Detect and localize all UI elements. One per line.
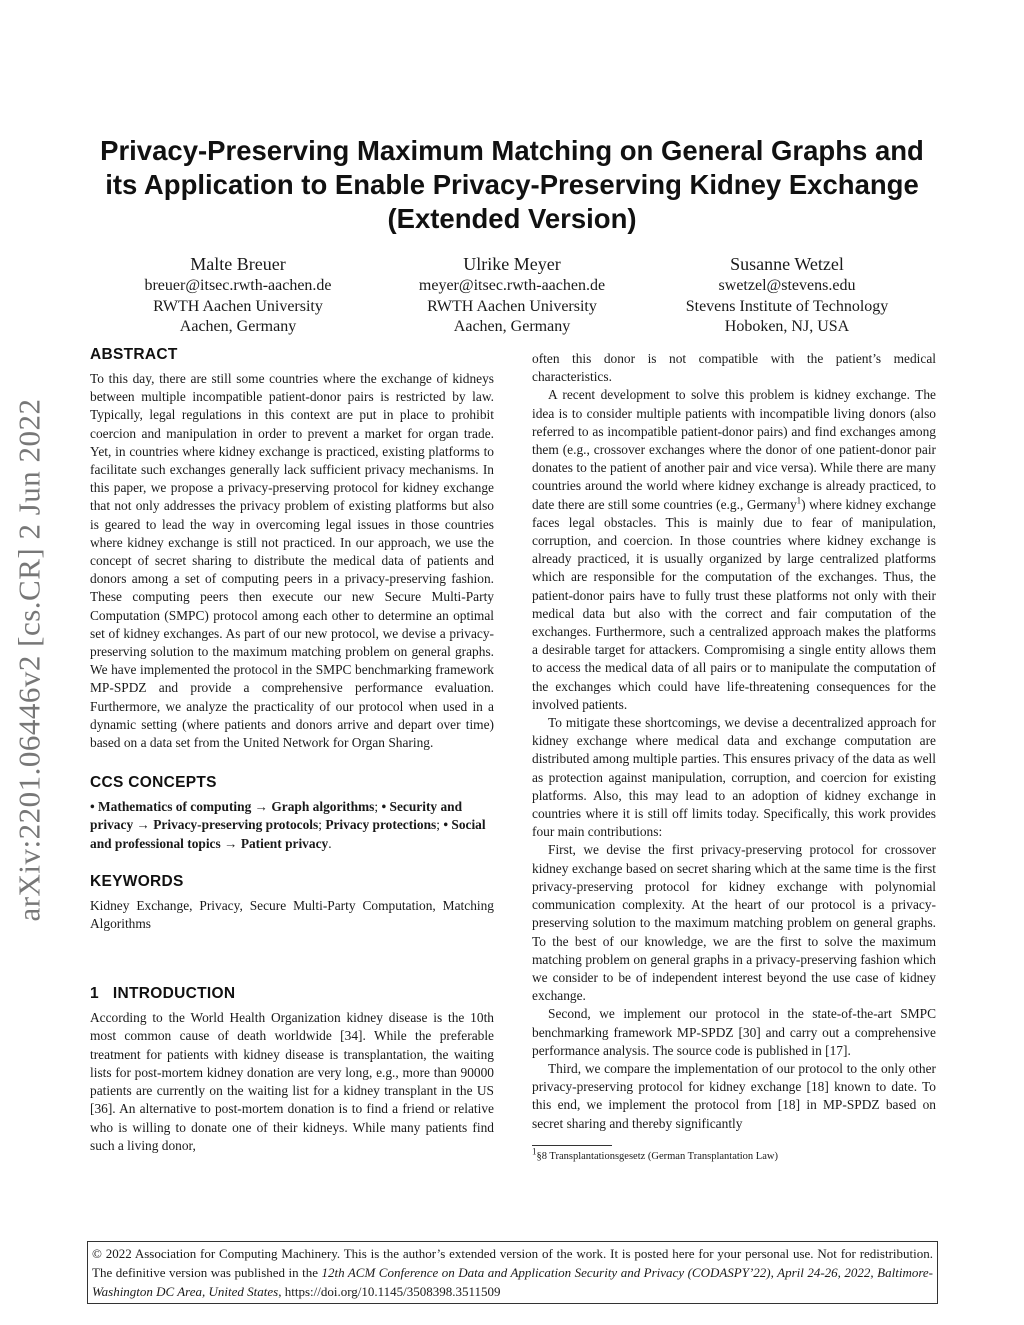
keywords-text: Kidney Exchange, Privacy, Secure Multi-Party Computation, Matching Algorithms (90, 897, 494, 932)
section-number: 1 (90, 985, 99, 1003)
author-email: meyer@itsec.rwth-aachen.de (418, 277, 606, 294)
copyright-doi[interactable]: , https://doi.org/10.1145/3508398.3511509 (278, 1284, 501, 1299)
keywords-heading: KEYWORDS (90, 872, 184, 890)
ccs-term: • Social and professional topics (90, 817, 486, 851)
abstract-text: To this day, there are still some countries where the exchange of kidneys between multiple incompatible patient-donor pairs is restricted by law. Typically, legal regulations in this context are put in place to prohibit coercion and manipulation in order to prevent a market for organ trade. Yet, in countries where kidney exchange is practiced, existing platforms to facilitate such exchanges generally lack sufficient privacy mechanisms. In this paper, we propose a privacy-preserving protocol for kidney exchange that not only addresses the privacy problem of existing platforms but also is geared to lead the way in overcoming legal issues in those countries where kidney exchange is still not practiced. In our approach, we use the concept of secret sharing to distribute the medical data of patients and donors among a set of computing peers in a privacy-preserving fashion. These computing peers then execute our new Secure Multi-Party Computation (SMPC) protocol among each other to determine an optimal set of kidney exchanges. As part of our new protocol, we devise a privacy-preserving solution to the maximum matching problem on general graphs. We have implemented the protocol in the SMPC benchmarking framework MP-SPDZ and provide a comprehensive performance evaluation. Furthermore, we analyze the practicality of our protocol when used in a dynamic setting (where patients and donors arrive and depart over time) based on a data set from the United Network for Organ Sharing. (90, 371, 494, 751)
author-affiliation: RWTH Aachen University (153, 297, 323, 315)
ccs-separator: ; (318, 817, 326, 833)
ccs-term: Patient privacy (240, 835, 329, 851)
ccs-term: Privacy protections (325, 817, 437, 833)
ccs-term: Privacy-preserving protocols (153, 817, 319, 833)
introduction-heading (90, 985, 494, 1003)
abstract-heading: ABSTRACT (90, 346, 178, 363)
ccs-term: • Security and privacy (90, 799, 463, 833)
footnote-divider (532, 1145, 612, 1146)
intro-paragraph-5: Second, we implement our protocol in the state-of-the-art SMPC benchmarking framework MP-SPDZ [30] and carry out a comprehensive performance analysis. The source code is published in [17]. (532, 1006, 936, 1058)
arxiv-id: arXiv:2201.06446v2 [cs.CR] 2 Jun 2022 (12, 398, 47, 922)
author-name: Susanne Wetzel (730, 254, 844, 274)
copyright-box (87, 1241, 938, 1304)
ccs-term: • Mathematics of computing (90, 799, 252, 815)
author-affiliation: Stevens Institute of Technology (685, 297, 889, 315)
author-name: Malte Breuer (190, 254, 286, 274)
ccs-text (90, 798, 494, 853)
author-location: Aachen, Germany (453, 318, 571, 335)
intro-paragraph-2b: ) where kidney exchange faces legal obstacles. This is mainly due to fear of manipulation, corruption, and coercion. In those countries where kidney exchange is already practiced, it is usually organized by large centralized platforms which are responsible for the computation of the exchanges. Thus, the patient-donor pairs have to fully trust these platforms not only with their medical data but also with the correct and fair computation of the exchanges. Furthermore, such a centralized approach makes the platforms a desirable target for attackers. Compromising a single entity allows them to access the medical data of all pairs or to manipulate the computation of the exchanges which could have life-threatening consequences for the involved patients. (532, 496, 936, 712)
section-title: INTRODUCTION (112, 985, 236, 1003)
footnote (532, 1146, 936, 1164)
intro-paragraph-4: First, we devise the first privacy-preserving protocol for crossover kidney exchange based on secret sharing which at the same time is the first privacy-preserving protocol for kidney exchange with polynomial communication complexity. At the heart of our protocol is a privacy-preserving solution to the maximum matching problem on general graphs. To the best of our knowledge, we are the first to solve the maximum matching problem on general graphs in a privacy-preserving fashion which we consider to be of independent interest beyond the use case of kidney exchange. (532, 842, 936, 1004)
ccs-separator: ; (436, 817, 444, 833)
arxiv-watermark (10, 360, 50, 960)
ccs-arrow: → (251, 799, 272, 815)
intro-paragraph-6: Third, we compare the implementation of our protocol to the only other privacy-preserving protocol for kidney exchange [18] known to date. To this end, we implement the protocol from [18] in MP-SPDZ based on secret sharing and thereby significantly (532, 1060, 936, 1131)
left-column (90, 346, 494, 1155)
footnote-ref[interactable]: 1 (796, 495, 802, 506)
author-block-3 (637, 252, 937, 338)
title-line-3: (Extended Version) (387, 203, 637, 234)
intro-paragraph-1-continued: often this donor is not compatible with the patient’s medical characteristics. (532, 351, 936, 385)
author-affiliation: RWTH Aachen University (427, 297, 597, 315)
author-email: swetzel@stevens.edu (718, 277, 856, 294)
ccs-end: . (328, 835, 332, 851)
author-name: Ulrike Meyer (463, 254, 561, 274)
ccs-arrow: → (220, 835, 241, 851)
intro-paragraph-2a: A recent development to solve this problem is kidney exchange. The idea is to consider multiple patients with incompatible living donors (also referred to as incompatible patient-donor pairs) and find exchanges among them (e.g., crossover exchanges where the donor of one patient-donor pair donates to the patient of another pair and vice versa). While there are many countries around the world where kidney exchange is already practiced, to date there are still some countries (e.g., Germany (532, 387, 936, 512)
copyright-text: © 2022 Association for Computing Machinery. This is the author’s extended version of the work. It is posted here for your personal use. Not for redistribution. The definitive version was published in the (92, 1246, 933, 1280)
intro-paragraph-1: According to the World Health Organization kidney disease is the 10th most common cause of death worldwide [34]. While the preferable treatment for patients with kidney disease is transplantation, the waiting lists for post-mortem kidney donation are very long, e.g., more than 90000 patients are currently on the waiting list for a kidney transplant in the US [36]. An alternative to post-mortem donation is to find a friend or relative who is willing to donate one of their kidneys. While many patients find such a living donor, (90, 1010, 494, 1153)
footnote-text: §8 Transplantationsgesetz (German Transplantation Law) (536, 1150, 778, 1162)
copyright-venue: 12th ACM Conference on Data and Application Security and Privacy (CODASPY’22), April 24-26, 2022, Baltimore-Washington DC Area, United States (92, 1265, 934, 1299)
author-block-2 (362, 252, 662, 338)
title-line-2: its Application to Enable Privacy-Preserving Kidney Exchange (105, 169, 919, 200)
author-block-1 (88, 252, 388, 338)
ccs-arrow: → (133, 817, 154, 833)
right-column (532, 350, 936, 1164)
intro-paragraph-2 (532, 386, 936, 714)
author-location: Aachen, Germany (179, 318, 297, 335)
ccs-separator: ; (374, 799, 382, 815)
paper-title (60, 134, 964, 236)
author-email: breuer@itsec.rwth-aachen.de (144, 277, 332, 294)
ccs-term: Graph algorithms (271, 799, 375, 815)
ccs-heading: CCS CONCEPTS (90, 774, 217, 792)
intro-paragraph-3: To mitigate these shortcomings, we devise a decentralized approach for kidney exchange where medical data and exchange computation are distributed among multiple parties. This ensures privacy of the data as well as protection against manipulation, corruption, and coercion for existing platforms. Also, this may lead to an adoption of kidney exchange in countries where it is still off limits today. Specifically, this work provides four main contributions: (532, 715, 936, 840)
author-location: Hoboken, NJ, USA (724, 318, 850, 335)
footnote-mark: 1 (532, 1146, 537, 1157)
title-line-1: Privacy-Preserving Maximum Matching on General Graphs and (100, 135, 924, 166)
